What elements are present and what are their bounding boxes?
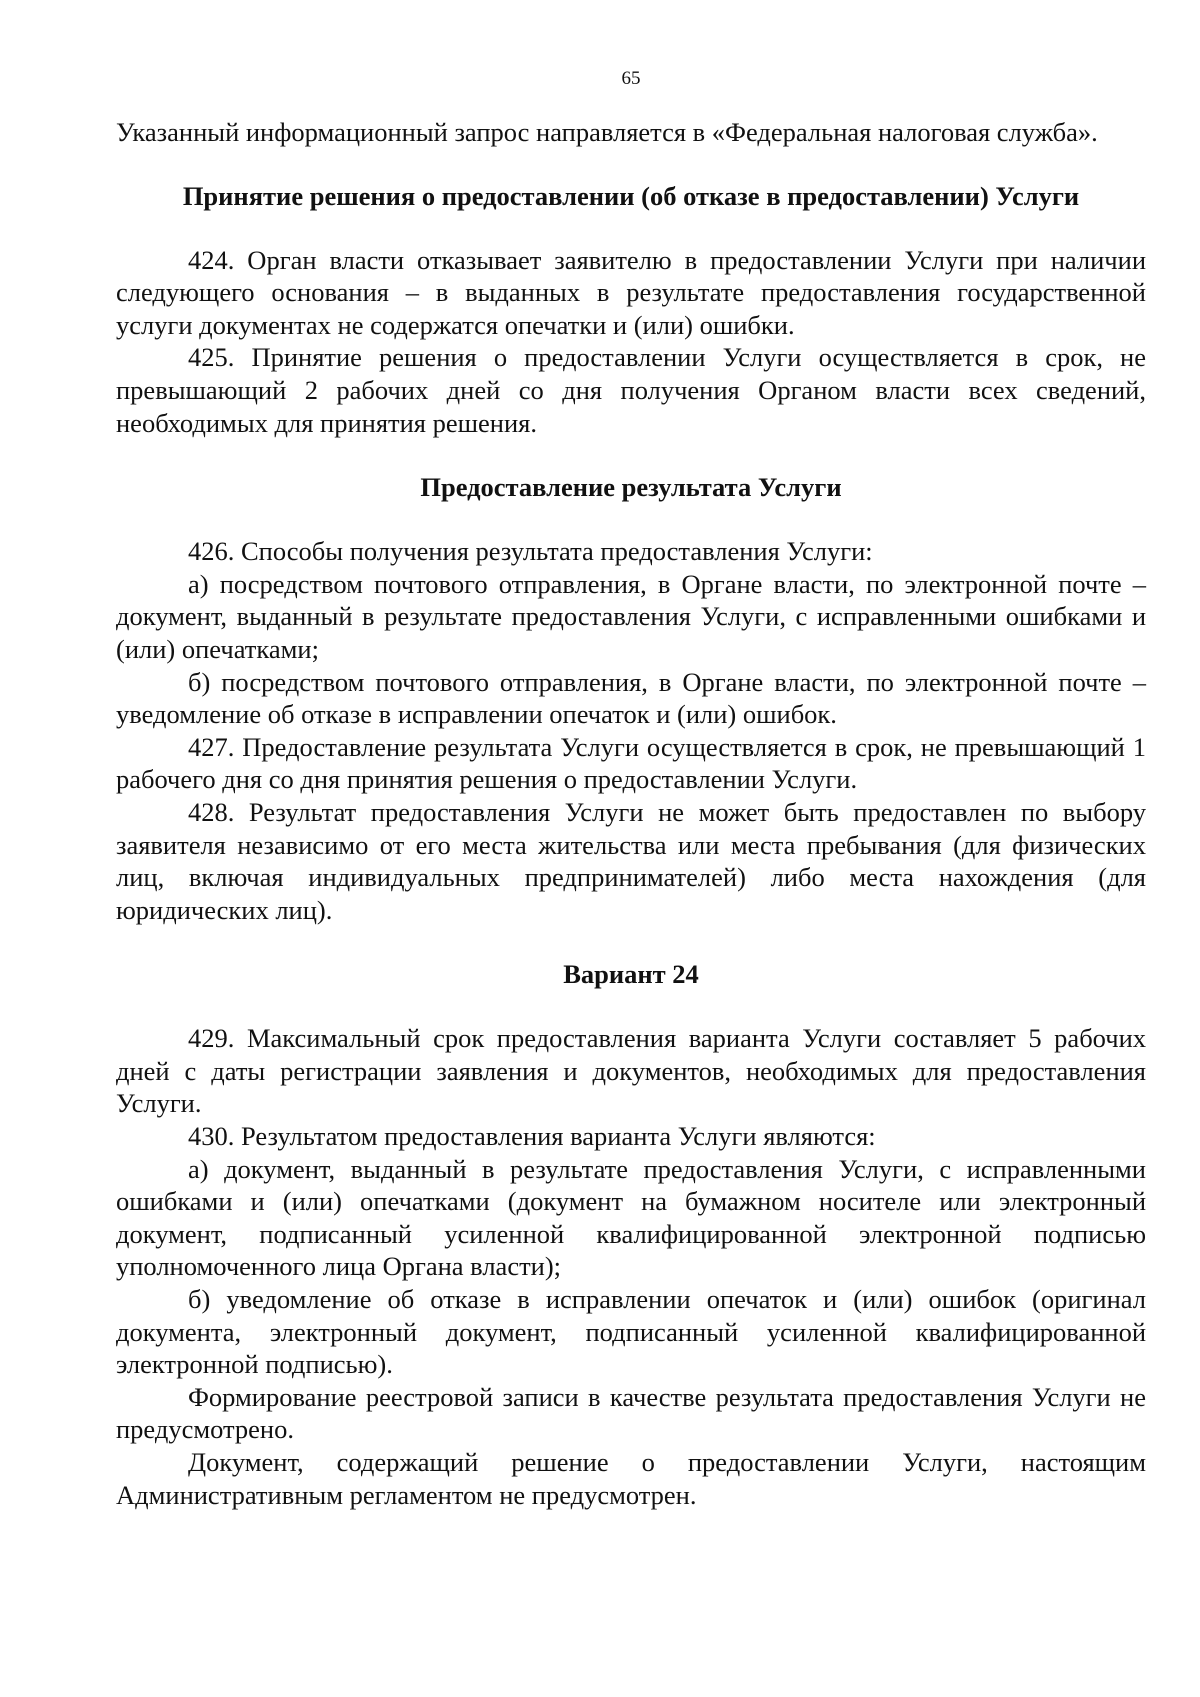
paragraph-425: 425. Принятие решения о предоставлении Услуги осуществляется в срок, не превышающий 2 рабочих дней со дня получения Органом власти всех сведений, необходимых для принятия решения. <box>116 342 1146 438</box>
paragraph-426: 426. Способы получения результата предоставления Услуги: <box>188 536 873 567</box>
document-page <box>116 58 1146 1511</box>
paragraph-430: 430. Результатом предоставления варианта Услуги являются: <box>188 1121 876 1152</box>
paragraph-426-b: б) посредством почтового отправления, в Органе власти, по электронной почте – уведомление об отказе в исправлении опечаток и (или) ошибок. <box>116 666 1146 730</box>
section-heading-result: Предоставление результата Услуги <box>420 472 842 503</box>
paragraph-426-a: а) посредством почтового отправления, в Органе власти, по электронной почте – документ, выданный в результате предоставления Услуги, с исправленными ошибками и (или) опечатками; <box>116 568 1146 664</box>
paragraph-428: 428. Результат предоставления Услуги не может быть предоставлен по выбору заявителя независимо от его места жительства или места пребывания (для физических лиц, включая индивидуальных предпринимателей) либо места нахождения (для юридических лиц). <box>116 796 1146 925</box>
paragraph-document: Документ, содержащий решение о предоставлении Услуги, настоящим Административным регламентом не предусмотрен. <box>116 1447 1146 1510</box>
page-number: 65 <box>621 68 641 89</box>
paragraph-427: 427. Предоставление результата Услуги осуществляется в срок, не превышающий 1 рабочего дня со дня принятия решения о предоставлении Услуги. <box>116 731 1146 795</box>
section-heading-variant: Вариант 24 <box>563 959 699 990</box>
paragraph-429: 429. Максимальный срок предоставления варианта Услуги составляет 5 рабочих дней с даты регистрации заявления и документов, необходимых для предоставления Услуги. <box>116 1023 1146 1119</box>
paragraph-registry: Формирование реестровой записи в качестве результата предоставления Услуги не предусмотрено. <box>116 1381 1146 1445</box>
paragraph-430-a: а) документ, выданный в результате предоставления Услуги, с исправленными ошибками и (или) опечатками (документ на бумажном носителе или электронный документ, подписанный усиленной квалифицированной электронной подписью уполномоченного лица Органа власти); <box>116 1153 1146 1282</box>
paragraph-430-b: б) уведомление об отказе в исправлении опечаток и (или) ошибок (оригинал документа, электронный документ, подписанный усиленной квалифицированной электронной подписью). <box>116 1284 1146 1380</box>
paragraph-424: 424. Орган власти отказывает заявителю в предоставлении Услуги при наличии следующего основания – в выданных в результате предоставления государственной услуги документах не содержатся опечатки и (или) ошибки. <box>116 244 1146 340</box>
section-heading-decision: Принятие решения о предоставлении (об отказе в предоставлении) Услуги <box>182 180 1080 211</box>
intro-paragraph: Указанный информационный запрос направляется в «Федеральная налоговая служба». <box>116 117 1098 147</box>
